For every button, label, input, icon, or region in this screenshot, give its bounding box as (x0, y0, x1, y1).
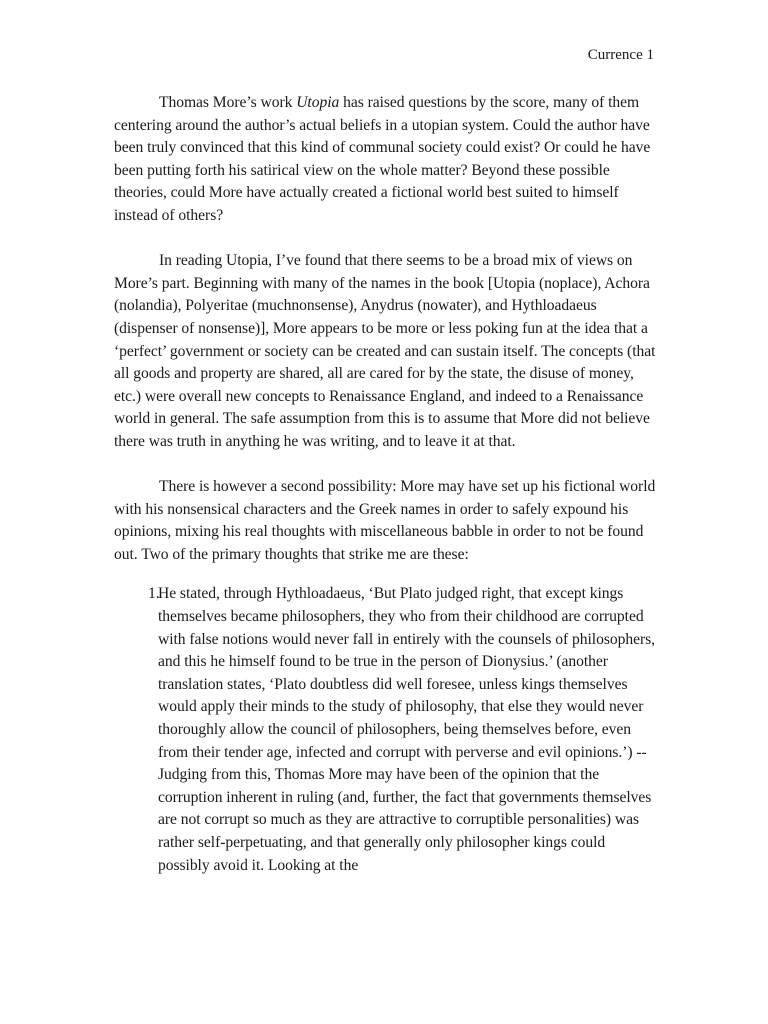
paragraph-3: There is however a second possibility: More may have set up his fictional world with his nonsensical characters and the Greek names in order to safely expound his opinions, mixing his real thoughts with miscellaneous babble in order to not be found out. Two of the primary thoughts that strike me are these: (114, 478, 656, 563)
list-item (114, 583, 656, 877)
book-title: Utopia (296, 94, 340, 111)
paragraph-2: In reading Utopia, I’ve found that there seems to be a broad mix of views on More’s part. Beginning with many of the names in the book [Utopia (noplace), Achora (nolandia), Polyeritae (muchnonsense), Anydrus (nowater), and Hythloadaeus (dispenser of nonsense)], More appears to be more or less poking fun at the idea that a ‘perfect’ government or society can be created and can sustain itself. The concepts (that all goods and property are shared, all are cared for by the state, the disuse of money, etc.) were overall new concepts to Renaissance England, and indeed to a Renaissance world in general. The safe assumption from this is to assume that More did not believe there was truth in anything he was writing, and to leave it at that. (114, 252, 656, 450)
running-head: Currence 1 (587, 47, 654, 63)
essay-body (114, 92, 656, 877)
numbered-list (114, 583, 656, 877)
list-item-text: He stated, through Hythloadaeus, ‘But Plato judged right, that except kings themselves became philosophers, they who from their childhood are corrupted with false notions would never fall in entirely with the counsels of philosophers, and this he himself found to be true in the person of Dionysius.’ (another translation states, ‘Plato doubtless did well foresee, unless kings themselves would apply their minds to the study of philosophy, that else they would never thoroughly allow the council of philosophers, being themselves before, even from their tender age, infected and corrupt with perverse and evil opinions.’) -- Judging from this, Thomas More may have been of the opinion that the corruption inherent in ruling (and, further, the fact that governments themselves are not corrupt so much as they are attractive to corruptible personalities) was rather self-perpetuating, and that generally only philosopher kings could possibly avoid it. Looking at the (158, 585, 655, 874)
list-item-number: 1. (148, 585, 160, 603)
paragraph-1 (114, 92, 656, 228)
paragraph-1-lead: Thomas More’s work (159, 94, 297, 111)
paragraph-1-rest: has raised questions by the score, many of them centering around the author’s actual beliefs in a utopian system. Could the author have been truly convinced that this kind of communal society could exist? Or could he have been putting forth his satirical view on the whole matter? Beyond these possible theories, could More have actually created a fictional world best suited to himself instead of others? (114, 94, 651, 224)
